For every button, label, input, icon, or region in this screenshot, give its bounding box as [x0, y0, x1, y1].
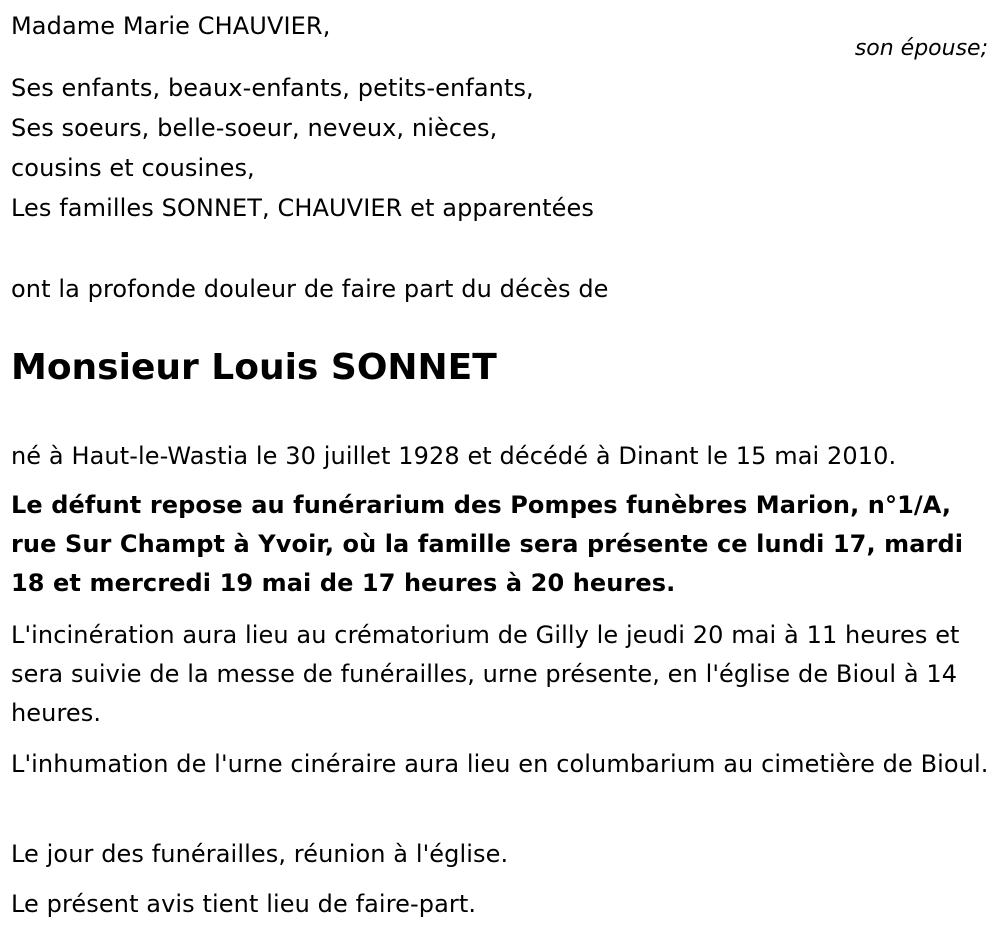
announcement-text: ont la profonde douleur de faire part du décès de: [11, 275, 609, 303]
family-line-3: cousins et cousines,: [11, 154, 255, 182]
incineration-paragraph: L'incinération aura lieu au crématorium de Gilly le jeudi 20 mai à 11 heures et sera suivie de la messe de funérailles, urne présente, en l'église de Bioul à 14 heures.: [11, 621, 960, 727]
closing-text: Le présent avis tient lieu de faire-part.: [11, 890, 477, 918]
deceased-name: Monsieur Louis SONNET: [11, 347, 497, 388]
birth-death-text: né à Haut-le-Wastia le 30 juillet 1928 et décédé à Dinant le 15 mai 2010.: [11, 442, 897, 470]
spouse-role: son épouse;: [854, 36, 988, 61]
family-line-2: Ses soeurs, belle-soeur, neveux, nièces,: [11, 114, 498, 142]
inhumation-paragraph: L'inhumation de l'urne cinéraire aura lieu en columbarium au cimetière de Bioul.: [11, 750, 989, 778]
reunion-text: Le jour des funérailles, réunion à l'église.: [11, 840, 509, 868]
repose-paragraph: Le défunt repose au funérarium des Pompes funèbres Marion, n°1/A, rue Sur Champt à Yvoir, où la famille sera présente ce lundi 17, mardi 18 et mercredi 19 mai de 17 heures à 20 heures.: [11, 491, 964, 597]
family-line-1: Ses enfants, beaux-enfants, petits-enfants,: [11, 74, 534, 102]
spouse-name: Madame Marie CHAUVIER,: [11, 12, 331, 40]
family-line-4: Les familles SONNET, CHAUVIER et apparentées: [11, 194, 595, 222]
